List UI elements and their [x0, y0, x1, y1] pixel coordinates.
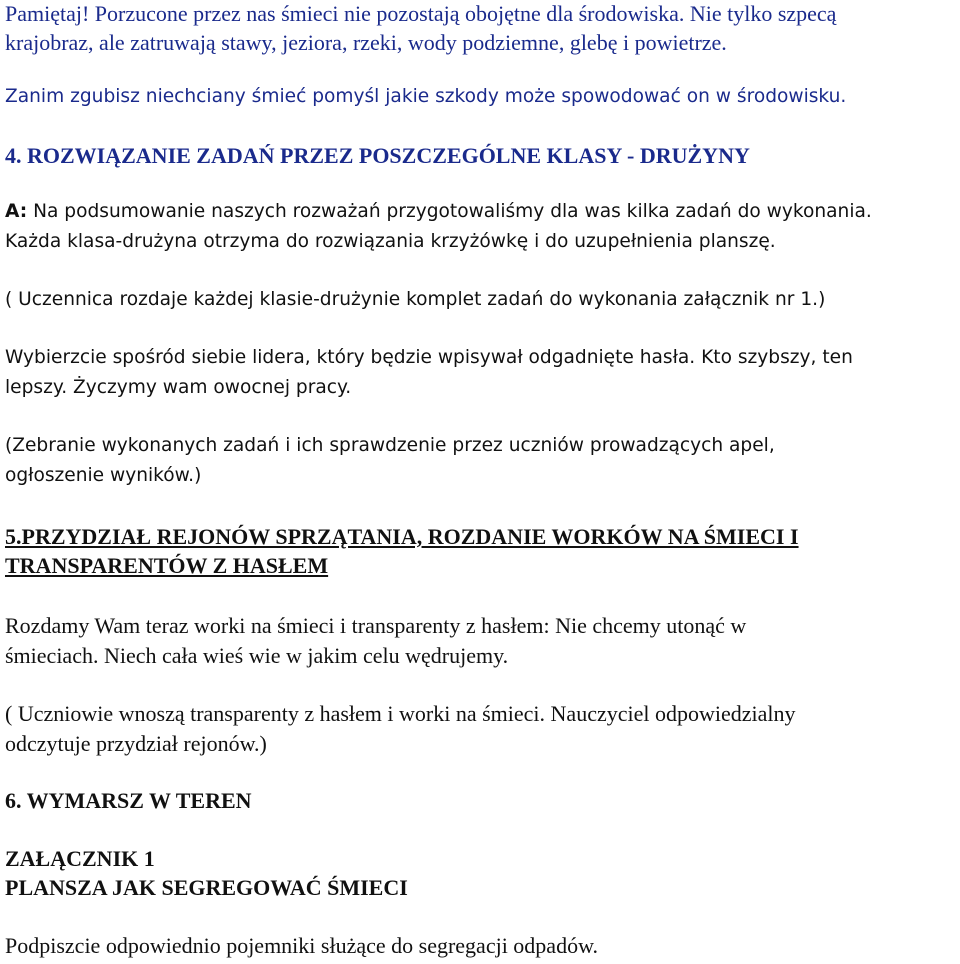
section-4-leader-line-1: Wybierzcie spośród siebie lidera, który będzie wpisywał odgadnięte hasła. Kto szybszy, ten	[5, 347, 853, 368]
section-4-results-note-line-1: (Zebranie wykonanych zadań i ich sprawdzenie przez uczniów prowadzących apel,	[5, 435, 775, 456]
section-4-a-text: Na podsumowanie naszych rozważań przygotowaliśmy dla was kilka zadań do wykonania.	[27, 201, 872, 222]
intro-paragraph-line-1: Pamiętaj! Porzucone przez nas śmieci nie pozostają obojętne dla środowiska. Nie tylko szpecą	[5, 1, 837, 26]
section-5-note-line-2: odczytuje przydział rejonów.)	[5, 731, 267, 756]
section-4-a-label: A:	[5, 201, 28, 222]
attachment-instruction: Podpiszcie odpowiednio pojemniki służące do segregacji odpadów.	[5, 933, 599, 958]
section-4-results-note-line-2: ogłoszenie wyników.)	[5, 465, 202, 486]
section-4-task-details: Każda klasa-drużyna otrzyma do rozwiązania krzyżówkę i do uzupełnienia planszę.	[5, 231, 776, 252]
section-4-task-intro	[5, 203, 872, 222]
section-4-stage-note: ( Uczennica rozdaje każdej klasie-drużynie komplet zadań do wykonania załącznik nr 1.)	[5, 289, 826, 310]
section-5-text-line-2: śmieciach. Niech cała wieś wie w jakim celu wędrujemy.	[5, 643, 509, 668]
section-6-heading: 6. WYMARSZ W TEREN	[5, 788, 252, 813]
section-5-heading-line-2: TRANSPARENTÓW Z HASŁEM	[5, 553, 329, 578]
section-5-heading-line-1: 5.PRZYDZIAŁ REJONÓW SPRZĄTANIA, ROZDANIE WORKÓW NA ŚMIECI I	[5, 524, 799, 549]
intro-paragraph-line-2: krajobraz, ale zatruwają stawy, jeziora, rzeki, wody podziemne, glebę i powietrze.	[5, 30, 727, 55]
intro-reminder: Zanim zgubisz niechciany śmieć pomyśl jakie szkody może spowodować on w środowisku.	[5, 86, 847, 107]
section-5-text-line-1: Rozdamy Wam teraz worki na śmieci i transparenty z hasłem: Nie chcemy utonąć w	[5, 613, 747, 638]
section-4-leader-line-2: lepszy. Życzymy wam owocnej pracy.	[5, 377, 352, 398]
attachment-heading-line-2: PLANSZA JAK SEGREGOWAĆ ŚMIECI	[5, 875, 408, 900]
attachment-heading-line-1: ZAŁĄCZNIK 1	[5, 846, 155, 871]
section-4-heading: 4. ROZWIĄZANIE ZADAŃ PRZEZ POSZCZEGÓLNE KLASY - DRUŻYNY	[5, 143, 750, 168]
section-5-note-line-1: ( Uczniowie wnoszą transparenty z hasłem i worki na śmieci. Nauczyciel odpowiedzialny	[5, 701, 796, 726]
